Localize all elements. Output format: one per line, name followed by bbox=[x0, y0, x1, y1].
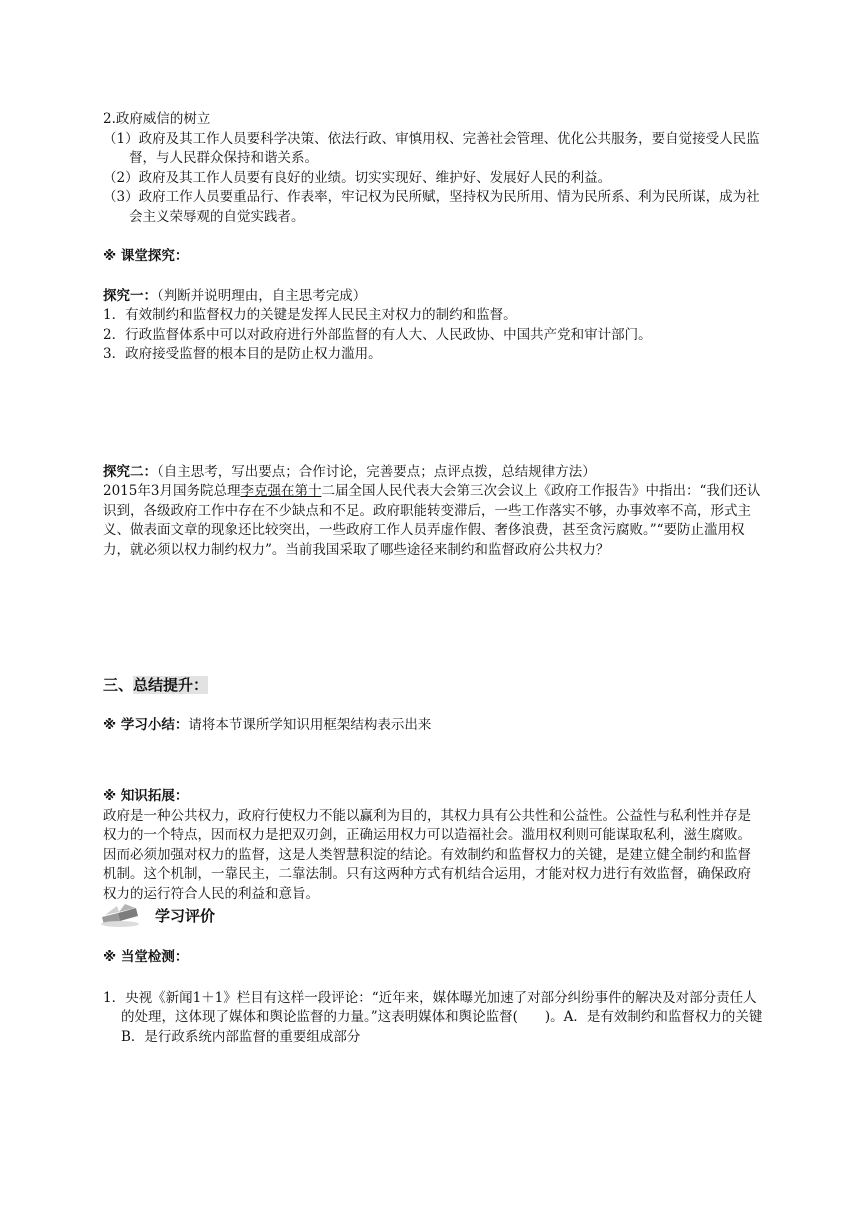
open-book-icon bbox=[99, 902, 141, 928]
study-summary-label: ※ 学习小结： bbox=[103, 716, 189, 733]
evaluation-header bbox=[99, 902, 763, 928]
knowledge-expand-label: ※ 知识拓展： bbox=[103, 788, 189, 804]
list-item: （3）政府工作人员要重品行、作表率，牢记权为民所赋，坚持权为民所用、情为民所系、利为民所谋，成为社会主义荣辱观的自觉实践者。 bbox=[103, 189, 760, 225]
inquiry-two-header bbox=[103, 463, 763, 483]
inquiry-two-note: （自主思考，写出要点；合作讨论，完善要点；点评点拨，总结规律方法） bbox=[157, 463, 596, 480]
gov-prestige-section bbox=[103, 110, 763, 227]
list-item: 3．政府接受监督的根本目的是防止权力滥用。 bbox=[103, 346, 382, 362]
list-item: 2．行政监督体系中可以对政府进行外部监督的有人大、人民政协、中国共产党和审计部门。 bbox=[103, 326, 652, 343]
inquiry-one-note: （判断并说明理由，自主思考完成） bbox=[157, 287, 367, 304]
summary-heading-prefix: 三、 bbox=[103, 676, 134, 694]
list-item: 1．有效制约和监督权力的关键是发挥人民民主对权力的制约和监督。 bbox=[103, 307, 517, 323]
study-summary-text: 请将本节课所学知识用框架结构表示出来 bbox=[188, 716, 432, 733]
underlined-text: 李克强在第十 bbox=[240, 483, 322, 499]
summary-heading-highlight: 总结提升： bbox=[133, 676, 209, 694]
document-page bbox=[103, 110, 803, 1047]
list-item: （2）政府及其工作人员要有良好的业绩。切实实现好、维护好、发展好人民的利益。 bbox=[103, 169, 612, 186]
section-title: 2.政府威信的树立 bbox=[103, 111, 211, 127]
inquiry-one-header bbox=[103, 287, 763, 307]
list-item: （1）政府及其工作人员要科学决策、依法行政、审慎用权、完善社会管理、优化公共服务，要自觉接受人民监督，与人民群众保持和谐关系。 bbox=[103, 130, 760, 166]
classroom-heading: ※ 课堂探究： bbox=[103, 248, 189, 264]
question-item: 1．央视《新闻1＋1》栏目有这样一段评论：“近年来，媒体曝光加速了对部分纠纷事件的解决及对部分责任人的处理，这体现了媒体和舆论监督的力量。”这表明媒体和舆论监督( )。A．是有效制约和监督权力的关键 B．是行政系统内部监督的重要组成部分 bbox=[103, 989, 803, 1045]
study-summary bbox=[103, 716, 763, 736]
inquiry-two-label: 探究二： bbox=[103, 463, 157, 480]
inquiry-one-label: 探究一： bbox=[103, 287, 157, 304]
evaluation-title: 学习评价 bbox=[155, 906, 216, 925]
inquiry-two-text-start: 2015年3月国务院总理 bbox=[103, 483, 241, 499]
inquiry-two-text-rest: 二届全国人民代表大会第三次会议上《政府工作报告》中指出：“我们还认识到，各级政府工作中存在不少缺点和不足。政府职能转变滞后，一些工作落实不够，办事效率不高，形式主义、做表面文章的现象还比较突出，一些政府工作人员弄虚作假、奢侈浪费，甚至贪污腐败。”“要防止滥用权力，就必须以权力制约权力”。当前我国采取了哪些途径来制约和监督政府公共权力？ bbox=[103, 483, 761, 558]
knowledge-expand-text: 政府是一种公共权力，政府行使权力不能以赢利为目的，其权力具有公共性和公益性。公益性与私利性并存是权力的一个特点，因而权力是把双刃剑，正确运用权力可以造福社会。滥用权利则可能谋取私利，滋生腐败。因而必须加强对权力的监督，这是人类智慧积淀的结论。有效制约和监督权力的关键，是建立健全制约和监督机制。这个机制，一靠民主，二靠法制。只有这两种方式有机结合运用，才能对权力进行有效监督，确保政府权力的运行符合人民的利益和意旨。 bbox=[103, 807, 751, 902]
inquiry-one bbox=[103, 287, 763, 365]
in-class-check-label: ※ 当堂检测： bbox=[103, 949, 189, 965]
inquiry-two-text bbox=[103, 482, 763, 560]
summary-heading bbox=[103, 676, 763, 696]
inquiry-two bbox=[103, 463, 763, 561]
